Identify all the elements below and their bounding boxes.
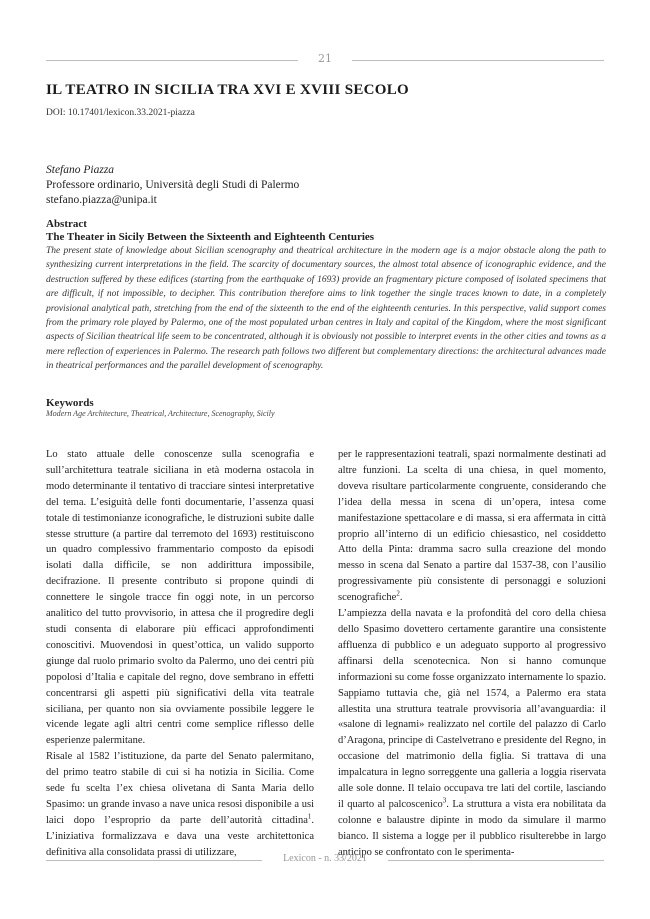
paragraph-text: Risale al 1582 l’istituzione, da parte del Senato palermitano, del primo teatro stabile di cui si ha notizia in Sicilia. Come sede fu scelta l’ex chiesa olivetana di Santa Maria dello Spasimo: un grande invaso a nave unica resosi disponibile a usi laici dopo l’esproprio da parte dell’autorità cittadina <box>46 751 314 826</box>
author-name: Stefano Piazza <box>46 164 115 176</box>
page-header <box>46 52 604 68</box>
body-column-right <box>338 447 606 861</box>
paragraph-text: . L’iniziativa formalizzava e dava una veste architettonica definitiva alla consolidata prassi di utilizzare, <box>46 814 314 858</box>
body-paragraph <box>338 447 606 606</box>
footer-rule-right <box>388 860 604 861</box>
body-paragraph <box>338 606 606 861</box>
author-block <box>46 163 446 208</box>
header-rule-right <box>352 60 604 61</box>
footnote-ref[interactable]: 3 <box>442 796 447 805</box>
keywords-list: Modern Age Architecture, Theatrical, Architecture, Scenography, Sicily <box>46 409 275 418</box>
doi-link[interactable]: DOI: 10.17401/lexicon.33.2021-piazza <box>46 108 195 118</box>
paragraph-text: L’ampiezza della navata e la profondità del coro della chiesa dello Spasimo dovettero certamente garantire una consistente affluenza di pubblico e un adeguato supporto al progressivo affinarsi della scenotecnica. Non si hanno comunque informazioni su come fosse organizzato internamente lo spazio. Sappiamo tuttavia che, già nel 1574, a Palermo era stata allestita una struttura teatrale provvisoria all’avanguardia: il «salone di legnami» realizzato nel cortile del palazzo di Carlo d’Aragona, principe di Castelvetrano e presidente del Regno, in occasione del matrimonio della figlia. Si trattava di una impalcatura in legno sorreggente una galleria a loggia riservata alle sole donne. Il telaio occupava tre lati del cortile, lasciando il quarto al palcoscenico <box>338 608 606 810</box>
author-position: Professore ordinario, Università degli Studi di Palermo <box>46 179 300 191</box>
abstract-text: The present state of knowledge about Sicilian scenography and theatrical architecture in the modern age is a major obstacle along the path to synthesizing current interpretations in the field. The scarcity of documentary sources, the almost total absence of iconographic evidence, and the destruction suffered by these edifices (starting from the earthquake of 1693) provide an fragmentary picture composed of isolated specimens that are difficult, if not impossible, to decipher. This contribution therefore aims to link together the single traces known to date, in a completely provisional analytical path, stretching from the end of the sixteenth to the end of the eighteenth centuries. In this perspective, valid support comes from the primary role played by Palermo, one of the most populated urban centres in Italy and capital of the Kingdom, where the most significant aspects of Sicilian theatrical life seem to be concentrated, although it is obviously not possible to interpret events in the other cities and towns as a mere reflection of experiences in Palermo. The research path follows two different but complementary directions: the architectural advances made in theatrical performances and the parallel development of scenography. <box>46 246 606 372</box>
paragraph-text: . La struttura a vista era nobilitata da colonne e balaustre dipinte in modo da simulare il marmo bianco. Il sistema a logge per il pubblico risulterebbe in largo anticipo se confrontato con le sperimenta- <box>338 798 606 858</box>
footnote-ref[interactable]: 2 <box>396 589 400 598</box>
author-email[interactable]: stefano.piazza@unipa.it <box>46 194 157 206</box>
paragraph-text: per le rappresentazioni teatrali, spazi normalmente destinati ad altre funzioni. La scelta di una chiesa, in quel momento, doveva risultare particolarmente congruente, considerando che l’idea della messa in scena di un’opera, intesa come manifestazione spettacolare e di massa, si era affermata in città proprio all’interno di un edificio chiesastico, nel cosiddetto Atto della Pinta: dramma sacro sulla creazione del mondo messo in scena dal Senato a partire dal 1537-38, con l’ausilio progressivamente più consistente di personaggi e soluzioni scenografiche <box>338 449 606 604</box>
journal-issue: Lexicon - n. 33/2021 <box>283 853 367 864</box>
body-paragraph <box>46 749 314 860</box>
body-paragraph: Lo stato attuale delle conoscenze sulla scenografia e sull’architettura teatrale siciliana in età moderna ostacola in modo determinante il tentativo di tracciare sintesi interpretative del tema. L’esiguità delle fonti documentarie, l’assenza quasi totale di testimonianze iconografiche, le distruzioni subite dalle stesse strutture (a partire dal terremoto del 1693) restituiscono un quadro complessivo frammentario composto da episodi isolati dalla difficile, se non addirittura impossibile, decifrazione. Il presente contributo si propone quindi di connettere le singole tracce fin oggi note, in un percorso analitico del tutto provvisorio, in attesa che il progredire degli studi consenta di elaborare più efficaci approfondimenti conoscitivi. Muovendosi in quest’ottica, un valido supporto giunge dal ruolo primario svolto da Palermo, uno dei centri più popolosi d’Italia e capitale del regno, dove sembrano in effetti concentrarsi gli aspetti più significativi della vita teatrale siciliana, per quanto non sia ovviamente possibile leggere le vicende legate agli altri centri come semplice riflesso delle esperienze palermitane. <box>46 449 314 747</box>
abstract-english-title: The Theater in Sicily Between the Sixteenth and Eighteenth Centuries <box>46 231 375 243</box>
keywords-heading: Keywords <box>46 397 94 409</box>
paragraph-text: . <box>399 592 403 604</box>
footnote-ref[interactable]: 1 <box>307 812 312 821</box>
page-footer <box>46 853 604 869</box>
article-title: IL TEATRO IN SICILIA TRA XVI E XVIII SECOLO <box>46 82 410 98</box>
keywords-section <box>46 397 606 418</box>
page-number: 21 <box>318 52 332 65</box>
abstract-heading: Abstract <box>46 218 87 230</box>
body-column-left <box>46 447 314 861</box>
abstract-section <box>46 218 606 374</box>
